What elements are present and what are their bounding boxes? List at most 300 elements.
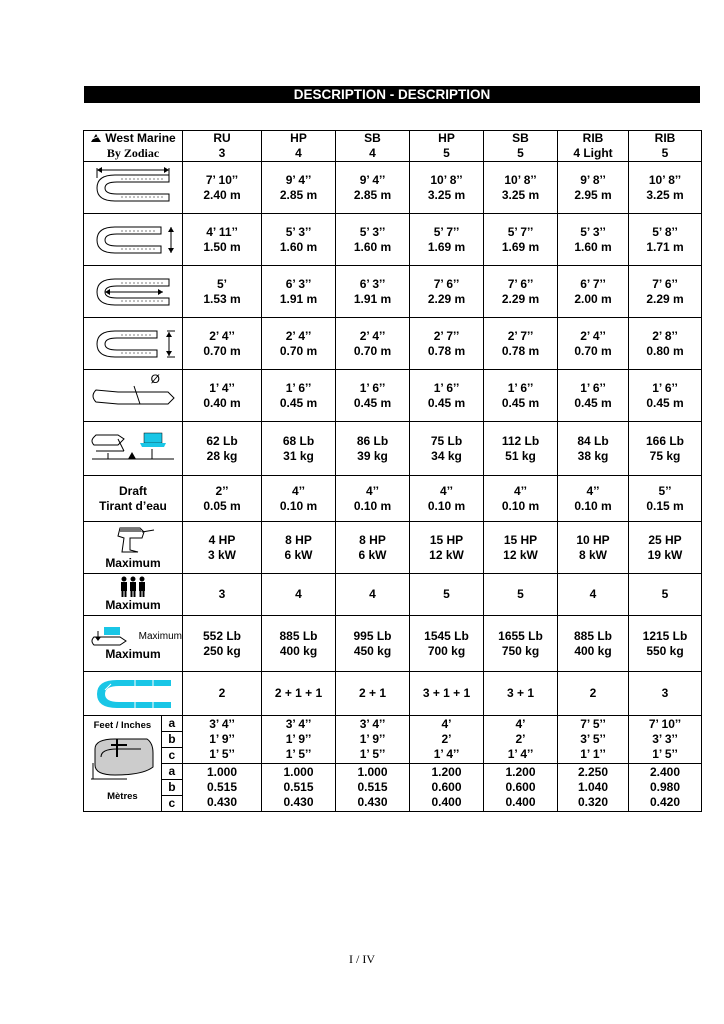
pack-feet-value: 2’ (441, 732, 452, 746)
imperial-value: 1215 Lb (642, 628, 688, 643)
value-cell (183, 764, 262, 812)
model-size: 5 (517, 146, 524, 160)
imperial-value: 995 Lb (353, 628, 392, 643)
pack-metres-value: 1.200 (431, 765, 462, 779)
metric-value: 700 kg (427, 643, 466, 658)
value-cell (484, 266, 558, 318)
imperial-value: 75 Lb (430, 433, 463, 448)
metres-label: Mètres (107, 791, 138, 802)
draft-label: Draft (118, 483, 147, 498)
pack-metres-value: 1.000 (357, 765, 388, 779)
row-power (84, 522, 702, 574)
imperial-value: 10’ 8’’ (504, 172, 537, 187)
diameter-symbol: Ø (150, 372, 160, 386)
value-cell (629, 616, 702, 672)
persons-label-cell (84, 574, 183, 616)
imperial-value: 4’’ (366, 483, 379, 498)
metric-value: 450 kg (353, 643, 392, 658)
imperial-value: 10’ 8’’ (430, 172, 463, 187)
metric-value: 2.85 m (353, 187, 392, 202)
pack-metres-value: 0.515 (357, 780, 388, 794)
metric-value: 1.50 m (203, 239, 241, 254)
imperial-value: 2’ 4’’ (209, 328, 235, 343)
model-size: 5 (443, 146, 450, 160)
value-cell (336, 574, 410, 616)
value-cell (410, 764, 484, 812)
value-cell (558, 318, 629, 370)
dim-key-label: b (168, 780, 176, 794)
pack-metres-value: 0.430 (283, 795, 314, 809)
metric-value: 0.05 m (203, 498, 241, 513)
imperial-value: 5’ 7’’ (507, 224, 534, 239)
value-cell (336, 370, 410, 422)
value-cell (183, 672, 262, 716)
metric-value: 0.15 m (646, 498, 684, 513)
pack-key-table (84, 716, 182, 811)
pack-metres-value: 1.000 (283, 765, 314, 779)
metric-value: 31 kg (283, 448, 314, 463)
imperial-value: 4’’ (586, 483, 600, 498)
metric-value: 8 kW (578, 547, 607, 562)
metric-value: 39 kg (357, 448, 388, 463)
row-compartments (84, 672, 702, 716)
pack-feet-value: 3’ 4’’ (285, 717, 312, 731)
row-weight (84, 422, 702, 476)
value-cell (629, 764, 702, 812)
draft-label-cell (84, 476, 183, 522)
imperial-value: 1’ 6’’ (652, 380, 678, 395)
pack-feet-value: 3’ 5’’ (580, 732, 606, 746)
metric-value: 0.10 m (574, 498, 612, 513)
metric-value: 0.45 m (427, 395, 466, 410)
model-size: 4 Light (573, 146, 613, 160)
pack-feet-value: 1’ 9’’ (209, 732, 235, 746)
dim-key-label: a (168, 764, 176, 778)
value-cell (262, 574, 336, 616)
imperial-value: 1’ 6’’ (359, 380, 386, 395)
compartments-value: 3 + 1 (506, 686, 535, 700)
value-cell (336, 266, 410, 318)
page-title: DESCRIPTION - DESCRIPTION (84, 86, 700, 103)
dim-key-label: c (168, 796, 176, 810)
value-cell (183, 266, 262, 318)
imperial-value: 1655 Lb (498, 628, 543, 643)
page-number: I / IV (349, 952, 375, 966)
model-size: 4 (295, 146, 302, 160)
value-cell (484, 318, 558, 370)
imperial-value: 552 Lb (202, 628, 241, 643)
draft-label-fr: Tirant d’eau (99, 498, 167, 513)
persons-icon (118, 576, 148, 598)
imperial-value: 1’ 6’’ (507, 380, 534, 395)
header-row (84, 131, 702, 162)
compartments-value: 2 + 1 + 1 (274, 686, 323, 700)
imperial-value: 8 HP (359, 532, 386, 547)
imperial-value: 5’ (216, 276, 227, 291)
value-cell (410, 422, 484, 476)
value-cell (410, 266, 484, 318)
row-tube-diameter (84, 370, 702, 422)
row-height (84, 318, 702, 370)
metric-value: 0.78 m (501, 343, 540, 358)
value-cell (262, 318, 336, 370)
compartments-value: 2 (589, 686, 597, 700)
value-cell (336, 476, 410, 522)
value-cell (336, 716, 410, 764)
dim-key-b (161, 732, 182, 748)
metric-value: 0.70 m (353, 343, 392, 358)
metric-value: 250 kg (203, 643, 241, 658)
value-cell (629, 214, 702, 266)
imperial-value: 1’ 6’’ (433, 380, 460, 395)
value-cell (183, 162, 262, 214)
metric-value: 400 kg (574, 643, 612, 658)
pack-feet-value: 3’ 3’’ (652, 732, 678, 746)
value-cell (183, 422, 262, 476)
value-cell (262, 716, 336, 764)
pack-feet-value: 4’ (441, 717, 452, 731)
power-label-cell (84, 522, 183, 574)
compartments-icon-cell (84, 672, 183, 716)
compartments-icon (91, 674, 175, 714)
load-label-cell (84, 616, 183, 672)
value-cell (336, 162, 410, 214)
pack-metres-value: 0.515 (206, 780, 238, 794)
row-icon-cell (84, 266, 183, 318)
imperial-value: 8 HP (285, 532, 312, 547)
imperial-value: 1545 Lb (424, 628, 469, 643)
imperial-value: 5’ 3’’ (359, 224, 386, 239)
pack-feet-value: 1’ 5’’ (285, 747, 312, 761)
value-cell (629, 522, 702, 574)
value-cell (262, 162, 336, 214)
imperial-value: 6’ 3’’ (359, 276, 386, 291)
value-cell (410, 318, 484, 370)
dim-key-a (161, 764, 182, 780)
pack-feet-value: 4’ (515, 717, 526, 731)
metric-value: 1.91 m (353, 291, 392, 306)
pack-feet-value: 1’ 5’’ (652, 747, 678, 761)
imperial-value: 86 Lb (356, 433, 389, 448)
model-size: 4 (369, 146, 376, 160)
value-cell (410, 370, 484, 422)
value-cell (183, 476, 262, 522)
pack-metres-value: 0.400 (505, 795, 536, 809)
imperial-value: 1’ 6’’ (580, 380, 606, 395)
value-cell (558, 616, 629, 672)
metric-value: 3.25 m (427, 187, 466, 202)
metric-value: 0.70 m (203, 343, 241, 358)
metric-value: 0.70 m (574, 343, 612, 358)
value-cell (183, 522, 262, 574)
model-size: 5 (661, 146, 669, 160)
metric-value: 1.60 m (574, 239, 612, 254)
metric-value: 0.10 m (279, 498, 318, 513)
model-size: 3 (218, 146, 226, 160)
imperial-value: 2’ 8’’ (652, 328, 678, 343)
dim-key-label: a (168, 716, 176, 730)
pack-feet-value: 3’ 4’’ (359, 717, 386, 731)
value-cell (629, 716, 702, 764)
value-cell (410, 574, 484, 616)
metric-value: 2.00 m (574, 291, 612, 306)
max-label: Maximum (105, 647, 161, 661)
model-header (410, 131, 484, 162)
feet-inches-label: Feet / Inches (93, 720, 152, 731)
persons-value: 3 (218, 587, 226, 601)
max-load-icon (90, 625, 130, 647)
value-cell (558, 716, 629, 764)
value-cell (262, 764, 336, 812)
value-cell (183, 318, 262, 370)
metric-value: 12 kW (429, 547, 464, 562)
pack-metres-value: 0.980 (649, 780, 681, 794)
imperial-value: 2’ 7’’ (507, 328, 534, 343)
imperial-value: 2’ 4’’ (359, 328, 386, 343)
metric-value: 0.45 m (279, 395, 318, 410)
metric-value: 0.80 m (646, 343, 684, 358)
persons-value: 4 (589, 587, 597, 601)
metric-value: 75 kg (649, 448, 681, 463)
imperial-value: 5’ 8’’ (652, 224, 678, 239)
brand-cell (84, 131, 183, 162)
metric-value: 750 kg (501, 643, 540, 658)
value-cell (410, 476, 484, 522)
spec-table (83, 130, 702, 812)
value-cell (629, 574, 702, 616)
row-icon-cell (84, 214, 183, 266)
pack-metres-value: 0.600 (505, 780, 536, 794)
metric-value: 0.78 m (427, 343, 466, 358)
metric-value: 2.29 m (501, 291, 540, 306)
persons-value: 4 (369, 587, 376, 601)
imperial-value: 112 Lb (501, 433, 540, 448)
pack-feet-value: 1’ 9’’ (285, 732, 312, 746)
pack-metres-value: 1.000 (206, 765, 238, 779)
metric-value: 0.40 m (203, 395, 241, 410)
imperial-value: 4’ 11’’ (206, 224, 238, 239)
metric-value: 1.69 m (427, 239, 466, 254)
pack-image-cell (84, 716, 161, 811)
metric-value: 400 kg (279, 643, 318, 658)
row-persons (84, 574, 702, 616)
imperial-value: 6’ 3’’ (285, 276, 312, 291)
metric-value: 28 kg (206, 448, 238, 463)
imperial-value: 4’’ (440, 483, 453, 498)
value-cell (410, 162, 484, 214)
pack-metres-value: 2.250 (577, 765, 609, 779)
row-beam (84, 214, 702, 266)
dim-key-label: c (168, 748, 176, 762)
imperial-value: 2’ 7’’ (433, 328, 460, 343)
imperial-value: 2’’ (215, 483, 229, 498)
value-cell (629, 672, 702, 716)
model-name: SB (512, 131, 529, 145)
value-cell (484, 672, 558, 716)
value-cell (558, 672, 629, 716)
imperial-value: 4’’ (292, 483, 305, 498)
imperial-value: 885 Lb (573, 628, 612, 643)
metric-value: 6 kW (284, 547, 313, 562)
model-header (558, 131, 629, 162)
model-name: HP (438, 131, 455, 145)
value-cell (262, 266, 336, 318)
imperial-value: 68 Lb (282, 433, 315, 448)
load-caption: Maximum (138, 630, 182, 642)
imperial-value: 10 HP (576, 532, 610, 547)
pack-feet-value: 1’ 1’’ (580, 747, 606, 761)
metric-value: 0.45 m (646, 395, 684, 410)
metric-value: 3.25 m (646, 187, 684, 202)
imperial-value: 4 HP (208, 532, 236, 547)
value-cell (336, 672, 410, 716)
value-cell (484, 574, 558, 616)
value-cell (183, 574, 262, 616)
value-cell (262, 422, 336, 476)
value-cell (484, 370, 558, 422)
value-cell (183, 616, 262, 672)
value-cell (558, 214, 629, 266)
metric-value: 12 kW (503, 547, 538, 562)
imperial-value: 7’ 10’’ (205, 172, 239, 187)
imperial-value: 7’ 6’’ (433, 276, 460, 291)
value-cell (484, 476, 558, 522)
pack-metres-value: 0.400 (431, 795, 462, 809)
imperial-value: 5’ 7’’ (433, 224, 460, 239)
pack-metres-value: 0.430 (357, 795, 388, 809)
metric-value: 1.60 m (279, 239, 318, 254)
value-cell (484, 616, 558, 672)
max-label: Maximum (105, 598, 161, 612)
value-cell (410, 214, 484, 266)
pack-metres-value: 0.515 (283, 780, 314, 794)
imperial-value: 25 HP (648, 532, 682, 547)
imperial-value: 15 HP (503, 532, 538, 547)
value-cell (262, 214, 336, 266)
imperial-value: 5’ 3’’ (580, 224, 606, 239)
metric-value: 38 kg (577, 448, 609, 463)
value-cell (558, 162, 629, 214)
value-cell (336, 318, 410, 370)
pack-metres-value: 1.040 (577, 780, 609, 794)
imperial-value: 2’ 4’’ (580, 328, 606, 343)
compartments-value: 3 + 1 + 1 (422, 686, 471, 700)
dim-key-label: b (168, 732, 176, 746)
pack-metres-value: 2.400 (649, 765, 681, 779)
pack-feet-value: 7’ 5’’ (580, 717, 606, 731)
imperial-value: 62 Lb (206, 433, 238, 448)
value-cell (336, 214, 410, 266)
metric-value: 0.10 m (353, 498, 392, 513)
value-cell (484, 716, 558, 764)
value-cell (410, 616, 484, 672)
row-length (84, 162, 702, 214)
imperial-value: 166 Lb (645, 433, 684, 448)
persons-value: 4 (295, 587, 302, 601)
imperial-value: 9’ 4’’ (285, 172, 312, 187)
metric-value: 1.91 m (279, 291, 318, 306)
row-icon-cell (84, 318, 183, 370)
imperial-value: 10’ 8’’ (648, 172, 682, 187)
brand-by: By Zodiac (106, 146, 160, 160)
value-cell (558, 370, 629, 422)
value-cell (336, 422, 410, 476)
persons-value: 5 (661, 587, 669, 601)
metric-value: 0.10 m (501, 498, 540, 513)
row-draft (84, 476, 702, 522)
metric-value: 1.60 m (353, 239, 392, 254)
model-name: HP (290, 131, 307, 145)
metric-value: 1.53 m (203, 291, 241, 306)
boat-height-icon (91, 322, 175, 366)
value-cell (183, 214, 262, 266)
value-cell (558, 476, 629, 522)
imperial-value: 5’ 3’’ (285, 224, 312, 239)
metric-value: 3.25 m (501, 187, 540, 202)
pack-metres-value: 0.320 (577, 795, 609, 809)
model-header (484, 131, 558, 162)
boat-beam-icon (91, 218, 175, 262)
metric-value: 2.29 m (646, 291, 684, 306)
value-cell (410, 716, 484, 764)
pack-feet-value: 1’ 4’’ (433, 747, 460, 761)
imperial-value: 84 Lb (577, 433, 609, 448)
metric-value: 0.45 m (353, 395, 392, 410)
imperial-value: 9’ 8’’ (580, 172, 606, 187)
value-cell (629, 476, 702, 522)
metric-value: 1.71 m (646, 239, 684, 254)
metric-value: 0.45 m (574, 395, 612, 410)
value-cell (558, 522, 629, 574)
metric-value: 2.95 m (574, 187, 612, 202)
value-cell (558, 764, 629, 812)
compartments-value: 2 (218, 686, 226, 700)
value-cell (484, 162, 558, 214)
metric-value: 3 kW (207, 547, 236, 562)
imperial-value: 1’ 4’’ (209, 380, 235, 395)
value-cell (183, 370, 262, 422)
boat-inner-length-icon (91, 270, 175, 314)
value-cell (484, 422, 558, 476)
pack-feet-value: 1’ 5’’ (359, 747, 386, 761)
model-name: RIB (582, 131, 604, 145)
metric-value: 2.29 m (427, 291, 466, 306)
pack-feet-value: 1’ 4’’ (507, 747, 534, 761)
dim-key-c (161, 748, 182, 764)
pack-metres-value: 0.600 (431, 780, 462, 794)
dim-key-c (161, 796, 182, 812)
max-label: Maximum (105, 556, 161, 570)
metric-value: 51 kg (505, 448, 536, 463)
row-icon-cell (84, 162, 183, 214)
pack-metres-value: 0.430 (206, 795, 238, 809)
value-cell (262, 616, 336, 672)
outboard-motor-icon (108, 524, 158, 556)
metric-value: 19 kW (647, 547, 683, 562)
compartments-value: 2 + 1 (358, 686, 387, 700)
value-cell (336, 764, 410, 812)
boat-length-icon (91, 166, 175, 210)
value-cell (629, 318, 702, 370)
persons-value: 5 (443, 587, 450, 601)
value-cell (262, 370, 336, 422)
metric-value: 0.10 m (427, 498, 466, 513)
imperial-value: 4’’ (514, 483, 527, 498)
model-name: SB (364, 131, 381, 145)
packed-bag-icon (87, 735, 157, 785)
imperial-value: 885 Lb (279, 628, 318, 643)
value-cell (410, 672, 484, 716)
